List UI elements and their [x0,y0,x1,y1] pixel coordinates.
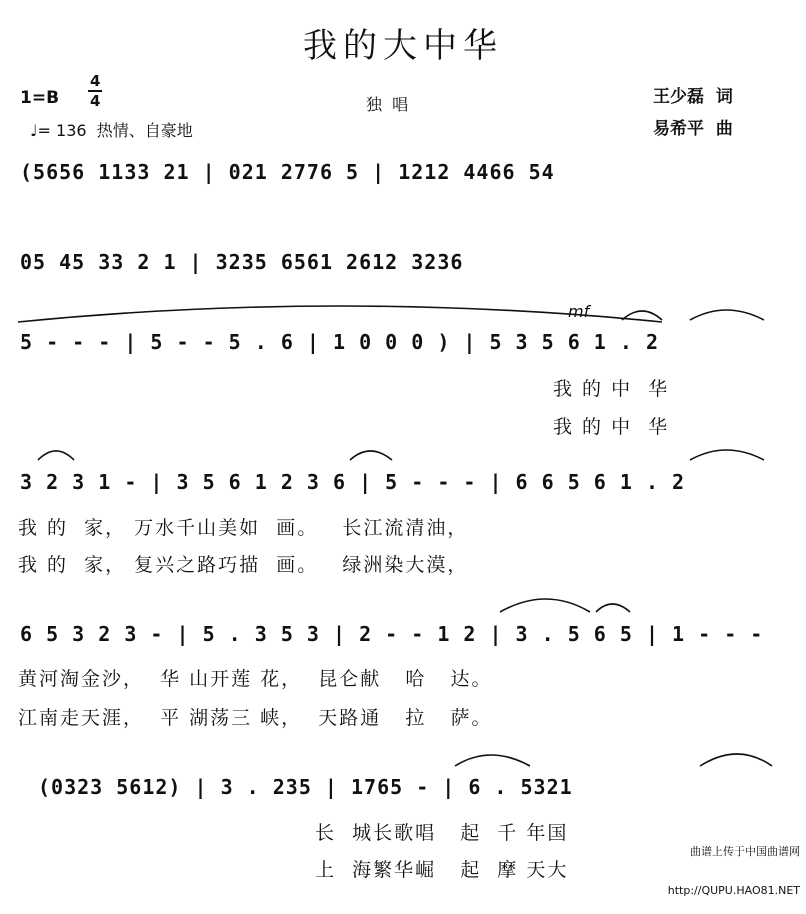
score-line-3: 5 - - - | 5 - - 5 . 6 | 1 0 0 0 ) | 5 3 5 6 1 . 2 [20,330,660,354]
score-line-5: 6 5 3 2 3 - | 5 . 3 5 3 | 2 - - 1 2 | 3 . 5 6 5 | 1 - - - [20,622,764,646]
performance-type: 独 唱 [366,95,409,114]
line6-lyric-verse1: 长 城长歌唱 起 千 年国 [315,822,569,844]
line3-lyric-verse1: 我 的 中 华 [553,378,670,400]
score-line-2: 05 45 33 2 1 | 3235 6561 2612 3236 [20,250,464,274]
footer-watermark [668,819,800,910]
line5-lyric-verse2: 江南走天涯， 平 湖荡三 峡， 天路通 拉 萨。 [18,707,493,729]
score-line-6: (0323 5612) | 3 . 235 | 1765 - | 6 . 5321 [38,775,573,799]
lyricist-credit: 王少磊 词 [653,87,733,107]
line6-lyric-verse2: 上 海繁华崛 起 摩 天大 [315,859,569,881]
score-line-1: (5656 1133 21 | 021 2776 5 | 1212 4466 54 [20,160,555,184]
composer-credit: 易希平 曲 [653,119,733,139]
dynamic-marking: mf [568,302,590,321]
line4-lyric-verse2: 我 的 家， 复兴之路巧描 画。 绿洲染大漠， [18,554,469,576]
key-signature: 1=B [20,88,60,108]
time-signature-top: 4 [90,72,101,90]
line5-lyric-verse1: 黄河淘金沙， 华 山开莲 花， 昆仑献 哈 达。 [18,668,493,690]
tempo-marking: ♩= 136 热情、自豪地 [30,121,193,140]
footer-line-2: http://QUPU.HAO81.NET [667,884,800,897]
song-title: 我的大中华 [303,26,503,66]
time-signature-bottom: 4 [90,92,101,110]
score-line-4: 3 2 3 1 - | 3 5 6 1 2 3 6 | 5 - - - | 6 6 5 6 1 . 2 [20,470,686,494]
line3-lyric-verse2: 我 的 中 华 [553,416,670,438]
line4-lyric-verse1: 我 的 家， 万水千山美如 画。 长江流清油， [18,517,469,539]
footer-line-1: 曲谱上传于中国曲谱网 [690,845,800,858]
